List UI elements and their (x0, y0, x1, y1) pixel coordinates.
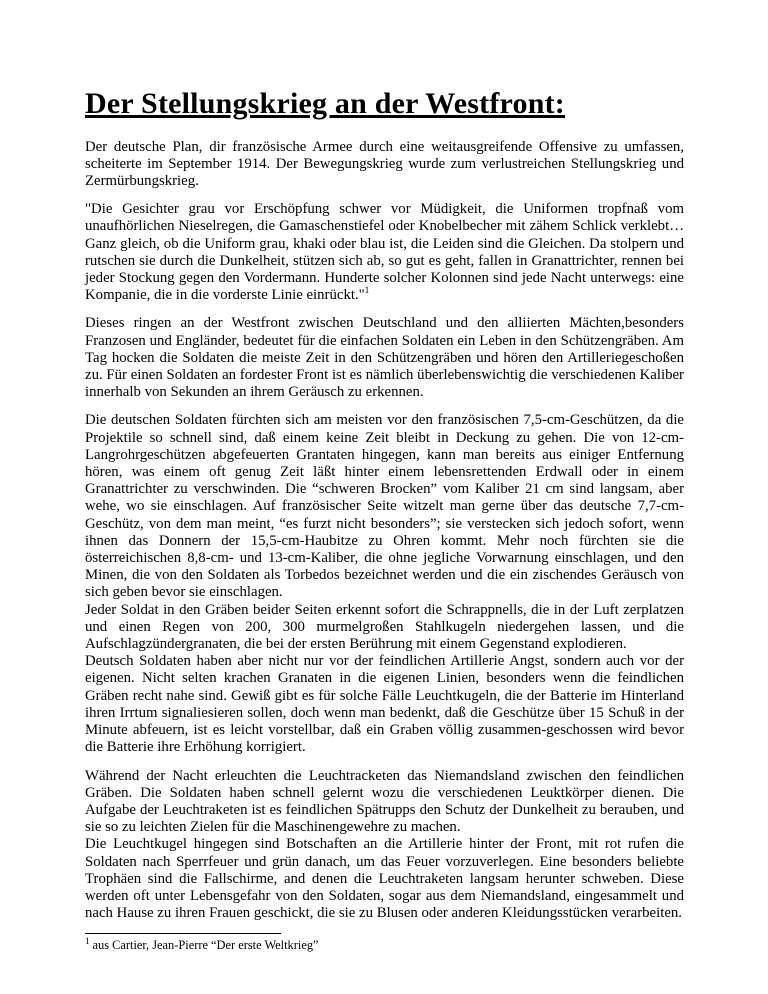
quote-text: "Die Gesichter grau vor Erschöpfung schwer vor Müdigkeit, die Uniformen tropfnaß vom unaufhörlichen Nieselregen, die Gamaschenstiefel oder Knobelbecher mit zähem Schlick verklebt… Ganz gleich, ob die Uniform grau, khaki oder blau ist, die Leiden sind die Gleichen. Da stolpern und rutschen sie durch die Dunkelheit, stützen sich ab, so gut es geht, fallen in Granattrichter, rennen bei jeder Stockung gegen den Vordermann. Hunderte solcher Kolonnen sind jede Nacht unterwegs: eine Kompanie, die in die vorderste Linie einrückt." (85, 201, 684, 304)
footnote-marker: 1 (85, 936, 90, 947)
footnote-separator-rule (85, 933, 281, 934)
paragraph-group-flares (85, 768, 684, 923)
paragraph-artillery-shrapnel: Jeder Soldat in den Gräben beider Seiten erkennt sofort die Schrappnells, die in der Luft zerplatzen und einen Regen von 200, 300 murmelgroßen Stahlkugeln niedergehen lassen, und die Aufschlagzündergranaten, die bei der ersten Berührung mit einem Gegenstand explodieren. (85, 601, 684, 653)
footnote (85, 938, 684, 953)
paragraph-artillery-friendly-fire: Deutsch Soldaten haben aber nicht nur vor der feindlichen Artillerie Angst, sondern auch vor der eigenen. Nicht selten krachen Granaten in die eigenen Linien, besonders wenn die feindlichen Gräben recht nahe sind. Gewiß gibt es für solche Fälle Leuchtkugeln, die der Batterie im Hinterland ihren Irrtum signaliesieren sollen, doch wenn man bedenkt, daß die Geschütze über 15 Schuß in der Minute abfeuern, ist es leicht vorstellbar, daß ein Graben völlig zusammen-geschossen wird bevor die Batterie ihre Erhöhung korrigiert. (85, 653, 684, 756)
footnote-text: aus Cartier, Jean-Pierre “Der erste Weltkrieg” (92, 938, 319, 953)
footnote-area (85, 933, 684, 953)
paragraph-artillery-calibers: Die deutschen Soldaten fürchten sich am meisten vor den französischen 7,5-cm-Geschützen, da die Projektile so schnell sind, daß einem keine Zeit bleibt in Deckung zu gehen. Die von 12-cm-Langrohrgeschützen abgefeuerten Grantaten hingegen, kann man bereits aus einiger Entfernung hören, was einem oft genug Zeit läßt hinter einem lebensrettenden Erdwall oder in einem Granattrichter zu verschwinden. Die “schweren Brocken” vom Kaliber 21 cm sind langsam, aber wehe, wo sie einschlagen. Auf französischer Seite witzelt man gerne über das deutsche 7,7-cm-Geschütz, von dem man meint, “es furzt nicht besonders”; sie verstecken sich jedoch sofort, wenn ihnen das Donnern der 15,5-cm-Haubitze zu Ohren kommt. Mehr noch fürchten sie die österreichischen 8,8-cm- und 13-cm-Kaliber, die ohne jegliche Vorwarnung einschlagen, und den Minen, die von den Soldaten als Torbedos bezeichnet werden und die ein zischendes Geräusch von sich geben bevor sie einschlagen. (85, 412, 684, 601)
paragraph-quote (85, 201, 684, 304)
paragraph-group-artillery (85, 412, 684, 756)
document-title: Der Stellungskrieg an der Westfront: (85, 87, 565, 120)
paragraph-flares-signals: Die Leuchtkugel hingegen sind Botschaften an die Artillerie hinter der Front, mit rot rufen die Soldaten nach Sperrfeuer und grün danach, um das Feuer vorzuverlegen. Eine besonders beliebte Trophäen sind die Fallschirme, and denen die Leuchtraketen langsam herunter schweben. Diese werden oft unter Lebensgefahr von den Soldaten, sogar aus dem Niemandsland, eingesammelt und nach Hause zu ihren Frauen geschickt, die sie zu Blusen oder anderen Kleidungsstücken verarbeiten. (85, 836, 684, 922)
paragraph-flares-night: Während der Nacht erleuchten die Leuchtracketen das Niemandsland zwischen den feindlichen Gräben. Die Soldaten haben schnell gelernt wozu die verschiedenen Leuktkörper dienen. Die Aufgabe der Leuchtraketen ist es feindlichen Spätrupps den Schutz der Dunkelheit zu berauben, und sie so zu leichten Zielen für die Maschinengewehre zu machen. (85, 767, 684, 836)
paragraph-intro: Der deutsche Plan, dir französische Armee durch eine weitausgreifende Offensive zu umfassen, scheiterte im September 1914. Der Bewegungskrieg wurde zum verlustreichen Stellungskrieg und Zermürbungskrieg. (85, 138, 684, 189)
footnote-reference: 1 (364, 285, 370, 296)
paragraph-trench-life: Dieses ringen an der Westfront zwischen Deutschland und den alliierten Mächten,besonders Franzosen und Engländer, bedeutet für die einfachen Soldaten ein Leben in den Schützengräben. Am Tag hocken die Soldaten die meiste Zeit in den Schützengräben und hören den Artilleriegeschoßen zu. Für einen Soldaten an fordester Front ist es nämlich überlebenswichtig die verschiedenen Kaliber innerhalb von Sekunden an ihrem Geräusch zu erkennen. (85, 315, 684, 401)
